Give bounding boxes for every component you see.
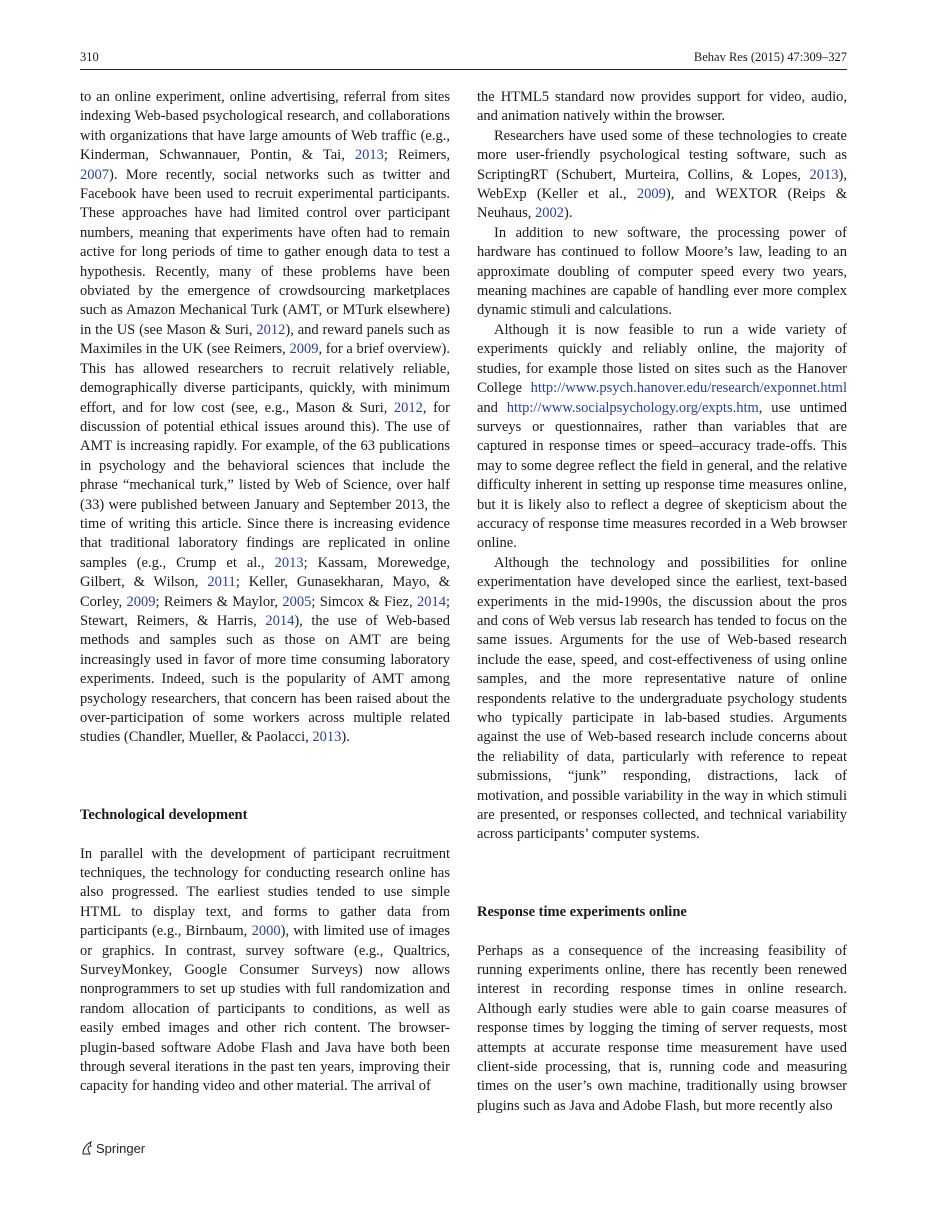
citation-year-link[interactable]: 2002 — [535, 205, 564, 222]
page-number: 310 — [80, 50, 99, 64]
footer — [80, 1141, 145, 1156]
running-header — [80, 50, 847, 70]
left-column — [80, 88, 450, 1097]
citation-year-link[interactable]: 2013 — [354, 147, 384, 164]
url-link[interactable]: http://www.psych.hanover.edu/research/exponnet.html — [530, 380, 847, 397]
journal-reference: Behav Res (2015) 47:309–327 — [693, 50, 847, 64]
citation-year-link[interactable]: 2013 — [274, 554, 304, 571]
header-rule — [80, 69, 847, 70]
citation-year-link[interactable]: 2005 — [282, 593, 312, 610]
citation-year-link[interactable]: 2009 — [289, 341, 319, 358]
citation-year-link[interactable]: 2014 — [265, 612, 295, 629]
citation-year-link[interactable]: 2014 — [416, 593, 446, 610]
citation-year-link[interactable]: 2009 — [636, 186, 666, 203]
section-heading: Response time experiments online — [477, 903, 687, 920]
paragraph: Although the technology and possibilities for online experimentation have developed since the earliest, text-based experiments in the mid-1990s, the discussion about the pros and cons of Web versus lab research has tended to focus on the same issues. Arguments for the use of Web-based research include the ease, speed, and cost-effectiveness of using online samples, and the more representative nature of online respondents relative to the undergraduate psychology students who typically participate in lab-based studies. Arguments against the use of Web-based research include concerns about the reliability of data, particularly with reference to repeat submissions, “junk” responding, distractions, lack of motivation, and possible variability in the way in which stimuli are presented, or responses collected, and technical variability across participants’ computer systems. — [477, 554, 847, 843]
paragraph: In parallel with the development of participant recruitment techniques, the technology for conducting research online has also progressed. The earliest studies tended to use simple HTML to display text, and forms to gather data from participants (e.g., Birnbaum, 2000), with limited use of images or graphics. In contrast, survey software (e.g., Qualtrics, SurveyMonkey, Google Consumer Surveys) now allows nonprogrammers to set up studies with full randomization and random allocation of participants to conditions, as well as easily embed images and other rich content. The browser-plugin-based software Adobe Flash and Java have both been through several iterations in the past ten years, improving their capacity for handing video and other material. The arrival of — [80, 845, 450, 1095]
paragraph: Although it is now feasible to run a wide variety of experiments quickly and reliably online, the majority of studies, for example those listed on sites such as the Hanover College http://www.psych.hanover.edu/research/exponnet.html and http://www.socialpsychology.org/expts.htm, use untimed surveys or questionnaires, rather than variables that are captured in response times or speed–accuracy trade-offs. This may to some degree reflect the field in general, and the relative difficulty inherent in setting up response time measures online, but it is likely also to reflect a degree of skepticism about the accuracy of response time measures recorded in a Web browser online. — [477, 321, 847, 552]
citation-year-link[interactable]: 2012 — [393, 399, 423, 416]
citation-year-link[interactable]: 2011 — [207, 574, 236, 591]
paragraph: Researchers have used some of these technologies to create more user-friendly psychological testing software, such as ScriptingRT (Schubert, Murteira, Collins, & Lopes, 2013), WebExp (Keller et al., 2009), and WEXTOR (Reips & Neuhaus, 2002). — [477, 127, 847, 222]
publisher-name: Springer — [96, 1141, 146, 1156]
paragraph: In addition to new software, the processing power of hardware has continued to follow Moore’s law, leading to an approximate doubling of computer speed every two years, meaning machines are capable of handling ever more complex dynamic stimuli and calculations. — [477, 224, 847, 319]
url-link[interactable]: http://www.socialpsychology.org/expts.htm — [506, 399, 759, 416]
citation-year-link[interactable]: 2000 — [251, 923, 281, 940]
citation-year-link[interactable]: 2007 — [80, 166, 109, 183]
paragraph: the HTML5 standard now provides support for video, audio, and animation natively within the browser. — [477, 89, 847, 125]
section-heading: Technological development — [80, 806, 248, 823]
paragraph: Perhaps as a consequence of the increasing feasibility of running experiments online, there has recently been renewed interest in recording response times in online research. Although early studies were able to gain coarse measures of response times by logging the timing of server requests, most attempts at accurate response time measurement have used client-side processing, that is, running code and measuring times on the user’s own machine, traditionally using browser plugins such as Java and Adobe Flash, but more recently also — [477, 942, 847, 1114]
citation-year-link[interactable]: 2012 — [256, 321, 286, 338]
citation-year-link[interactable]: 2013 — [312, 729, 342, 746]
paragraph: to an online experiment, online advertising, referral from sites indexing Web-based psychological research, and collaborations with organizations that have large amounts of Web traffic (e.g., Kinderman, Schwannauer, Pontin, & Tai, 2013; Reimers, 2007). More recently, social networks such as twitter and Facebook have been used to recruit experimental participants. These approaches have had limited control over participant numbers, meaning that experiments have often had to remain active for long periods of time to gather enough data to test a hypothesis. Recently, many of these problems have been obviated by the emergence of crowdsourcing marketplaces such as Amazon Mechanical Turk (AMT, or MTurk elsewhere) in the US (see Mason & Suri, 2012), and reward panels such as Maximiles in the UK (see Reimers, 2009, for a brief overview). This has allowed researchers to recruit relatively reliable, demographically diverse participants, quickly, with minimum effort, and for low cost (see, e.g., Mason & Suri, 2012, for discussion of potential ethical issues around this). The use of AMT is increasing rapidly. For example, of the 63 publications in psychology and the behavioral sciences that include the phrase “mechanical turk,” listed by Web of Science, over half (33) were published between January and September 2013, the time of writing this article. Since there is increasing evidence that traditional laboratory findings are replicated in online samples (e.g., Crump et al., 2013; Kassam, Morewedge, Gilbert, & Wilson, 2011; Keller, Gunasekharan, Mayo, & Corley, 2009; Reimers & Maylor, 2005; Simcox & Fiez, 2014; Stewart, Reimers, & Harris, 2014), the use of Web-based methods and samples such as those on AMT are being increasingly used in favor of more time consuming laboratory experiments. Indeed, such is the popularity of AMT among psychology researchers, that concern has been raised about the over-participation of some workers across multiple related studies (Chandler, Mueller, & Paolacci, 2013). — [80, 89, 450, 746]
springer-horse-icon — [80, 1141, 93, 1155]
citation-year-link[interactable]: 2013 — [809, 166, 839, 183]
right-column — [477, 88, 847, 1116]
citation-year-link[interactable]: 2009 — [126, 593, 156, 610]
